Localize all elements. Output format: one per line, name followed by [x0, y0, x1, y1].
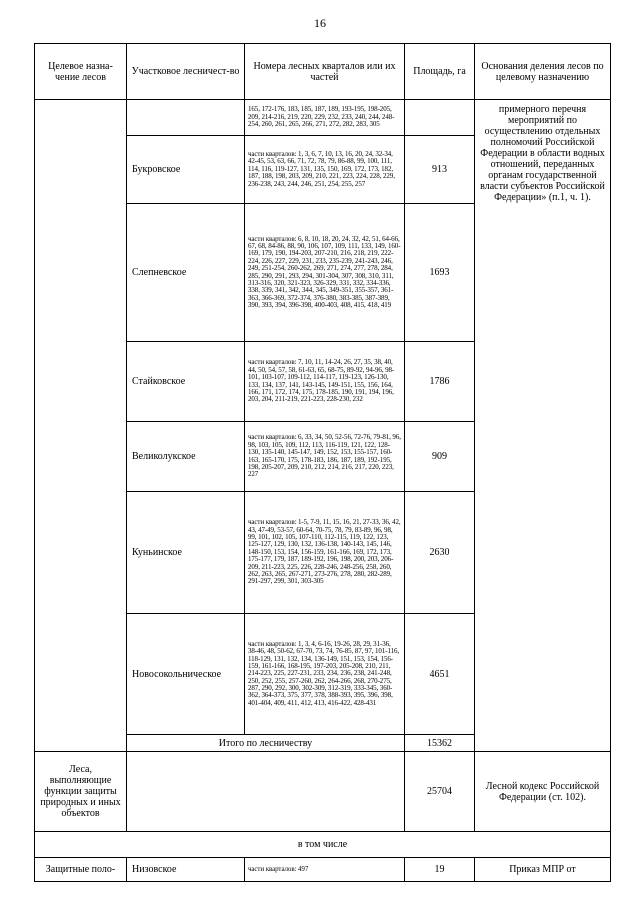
- quarters-cell: части кварталов: 1-5, 7-9, 11, 15, 16, 21, 27-33, 36, 42, 43, 47-49, 53-57, 60-64, 70-75, 78, 79, 83-89, 96, 98, 99, 101, 102, 105, 107-110, 112-115, 119, 122, 123, 125-127, 129, 130, 132, 136-138, 140-143, 145, 146, 148-150, 153, 154, 156-159, 161-166, 169, 172, 173, 175-177, 179, 187, 189-192, 196, 198, 200, 203, 206-209, 211-223, 225, 226, 228-246, 248-256, 258, 260, 262, 263, 265, 267-271, 273-276, 278, 280, 282-289, 291-297, 299, 301, 303-305: [245, 492, 405, 614]
- district-name: Куньинское: [127, 492, 245, 614]
- basis-cell-continued: примерного перечня мероприятий по осуществлению отдельных полномочий Российской Федерации в области водных отношений, переданных органам государственной власти субъектов Российской Федерации» (п.1, ч. 1).: [475, 100, 611, 752]
- header-row: [35, 44, 611, 100]
- subheader-row: [35, 832, 611, 858]
- total-label: Итого по лесничеству: [127, 735, 405, 752]
- quarters-cell: части кварталов: 1, 3, 6, 7, 10, 13, 16, 20, 24, 32-34, 42-45, 53, 63, 66, 71, 72, 78, 79, 86-88, 99, 100, 111, 114, 116, 119-127, 131, 135, 150, 169, 172, 173, 182, 187, 188, 198, 203, 209, 210, 221, 223, 224, 228, 229, 236-238, 243, 244, 246, 251, 254, 255, 257: [245, 136, 405, 204]
- header-quarters: Номера лесных кварталов или их частей: [245, 44, 405, 100]
- quarters-cell: части кварталов: 497: [245, 858, 405, 882]
- protective-area: 25704: [405, 752, 475, 832]
- district-name: Слепневское: [127, 204, 245, 342]
- quarters-cell: части кварталов: 7, 10, 11, 14-24, 26, 27, 35, 38, 40, 44, 50, 54, 57, 58, 61-63, 65, 68-75, 89-92, 94-96, 98-101, 103-107, 109-112, 114-117, 119-123, 126-130, 133, 134, 137, 141, 143-145, 149-151, 155, 156, 164, 166, 171, 172, 174, 175, 178-185, 190, 191, 194, 196, 203, 204, 211-219, 221-223, 228-230, 232: [245, 342, 405, 422]
- basis-cell: Приказ МПР от: [475, 858, 611, 882]
- quarters-cell: 165, 172-176, 183, 185, 187, 189, 193-195, 198-205, 209, 214-216, 219, 220, 229, 232, 233, 240, 244, 248-254, 260, 261, 265, 266, 271, 272, 282, 283, 305: [245, 100, 405, 136]
- district-name: Букровское: [127, 136, 245, 204]
- header-purpose: Целевое назна-чение лесов: [35, 44, 127, 100]
- total-area: 15362: [405, 735, 475, 752]
- district-name: Стайковское: [127, 342, 245, 422]
- forest-zoning-table: [34, 43, 611, 882]
- area-value: 2630: [405, 492, 475, 614]
- area-value: 1693: [405, 204, 475, 342]
- purpose-cell-continued: [35, 100, 127, 752]
- area-value: 1786: [405, 342, 475, 422]
- district-cell-continued: [127, 100, 245, 136]
- area-value: 19: [405, 858, 475, 882]
- empty-cell: [127, 752, 405, 832]
- header-basis: Основания деления лесов по целевому назначению: [475, 44, 611, 100]
- protective-basis: Лесной кодекс Российской Федерации (ст. 102).: [475, 752, 611, 832]
- protective-row: [35, 752, 611, 832]
- district-name: Новосокольническое: [127, 614, 245, 735]
- table-row: [35, 100, 611, 136]
- area-value: 4651: [405, 614, 475, 735]
- quarters-cell: части кварталов: 6, 33, 34, 50, 52-56, 72-76, 79-81, 96, 98, 103, 105, 109, 112, 113, 116-119, 121, 122, 128-130, 135-140, 145-147, 149, 152, 153, 155-157, 160-163, 165-170, 175, 178-183, 186, 187, 189, 192-195, 198, 205-207, 209, 210, 212, 214, 216, 217, 220, 223, 227: [245, 422, 405, 492]
- purpose-name: Защитные поло-: [35, 858, 127, 882]
- area-cell-continued: [405, 100, 475, 136]
- district-name: Низовское: [127, 858, 245, 882]
- area-value: 909: [405, 422, 475, 492]
- table-row: [35, 858, 611, 882]
- district-name: Великолукское: [127, 422, 245, 492]
- quarters-cell: части кварталов: 6, 8, 10, 18, 20, 24, 32, 42, 51, 64-66, 67, 68, 84-86, 88, 90, 106, 107, 109, 111, 133, 149, 160-169, 179, 190, 194-203, 207-210, 216, 218, 219, 222-224, 226, 227, 229, 231, 233, 235-239, 241-243, 246, 249, 251-254, 260-262, 269, 271, 274, 277, 278, 284, 285, 290, 291, 293, 294, 301-304, 307, 308, 310, 311, 313-316, 320, 321-323, 326-329, 331, 332, 334-336, 338, 339, 341, 342, 344, 345, 349-351, 355-357, 361-363, 366-369, 372-374, 376-380, 383-385, 387-389, 390, 393, 394, 396-398, 400-403, 408, 415, 418, 419: [245, 204, 405, 342]
- purpose-protective: Леса, выполняющие функции защиты природных и иных объектов: [35, 752, 127, 832]
- header-district: Участковое лесничест-во: [127, 44, 245, 100]
- page-number: 16: [314, 16, 326, 30]
- header-area: Площадь, га: [405, 44, 475, 100]
- area-value: 913: [405, 136, 475, 204]
- subheader: в том числе: [35, 832, 611, 858]
- quarters-cell: части кварталов: 1, 3, 4, 6-16, 19-26, 28, 29, 31-36, 38-46, 48, 50-62, 67-70, 73, 74, 76-85, 87, 97, 101-116, 118-129, 131, 132, 134, 136-149, 151, 153, 154, 156-159, 161-166, 168-195, 197-203, 205-208, 210, 211, 214-223, 225, 227-231, 233, 234, 236, 238, 241-248, 250, 252, 255, 257-260, 262, 264-266, 268, 270-275, 287, 290, 292, 300, 302-309, 312-319, 333-345, 360-362, 364-373, 375, 377, 378, 388-393, 395, 396, 398, 401-404, 409, 411, 412, 413, 416-422, 428-431: [245, 614, 405, 735]
